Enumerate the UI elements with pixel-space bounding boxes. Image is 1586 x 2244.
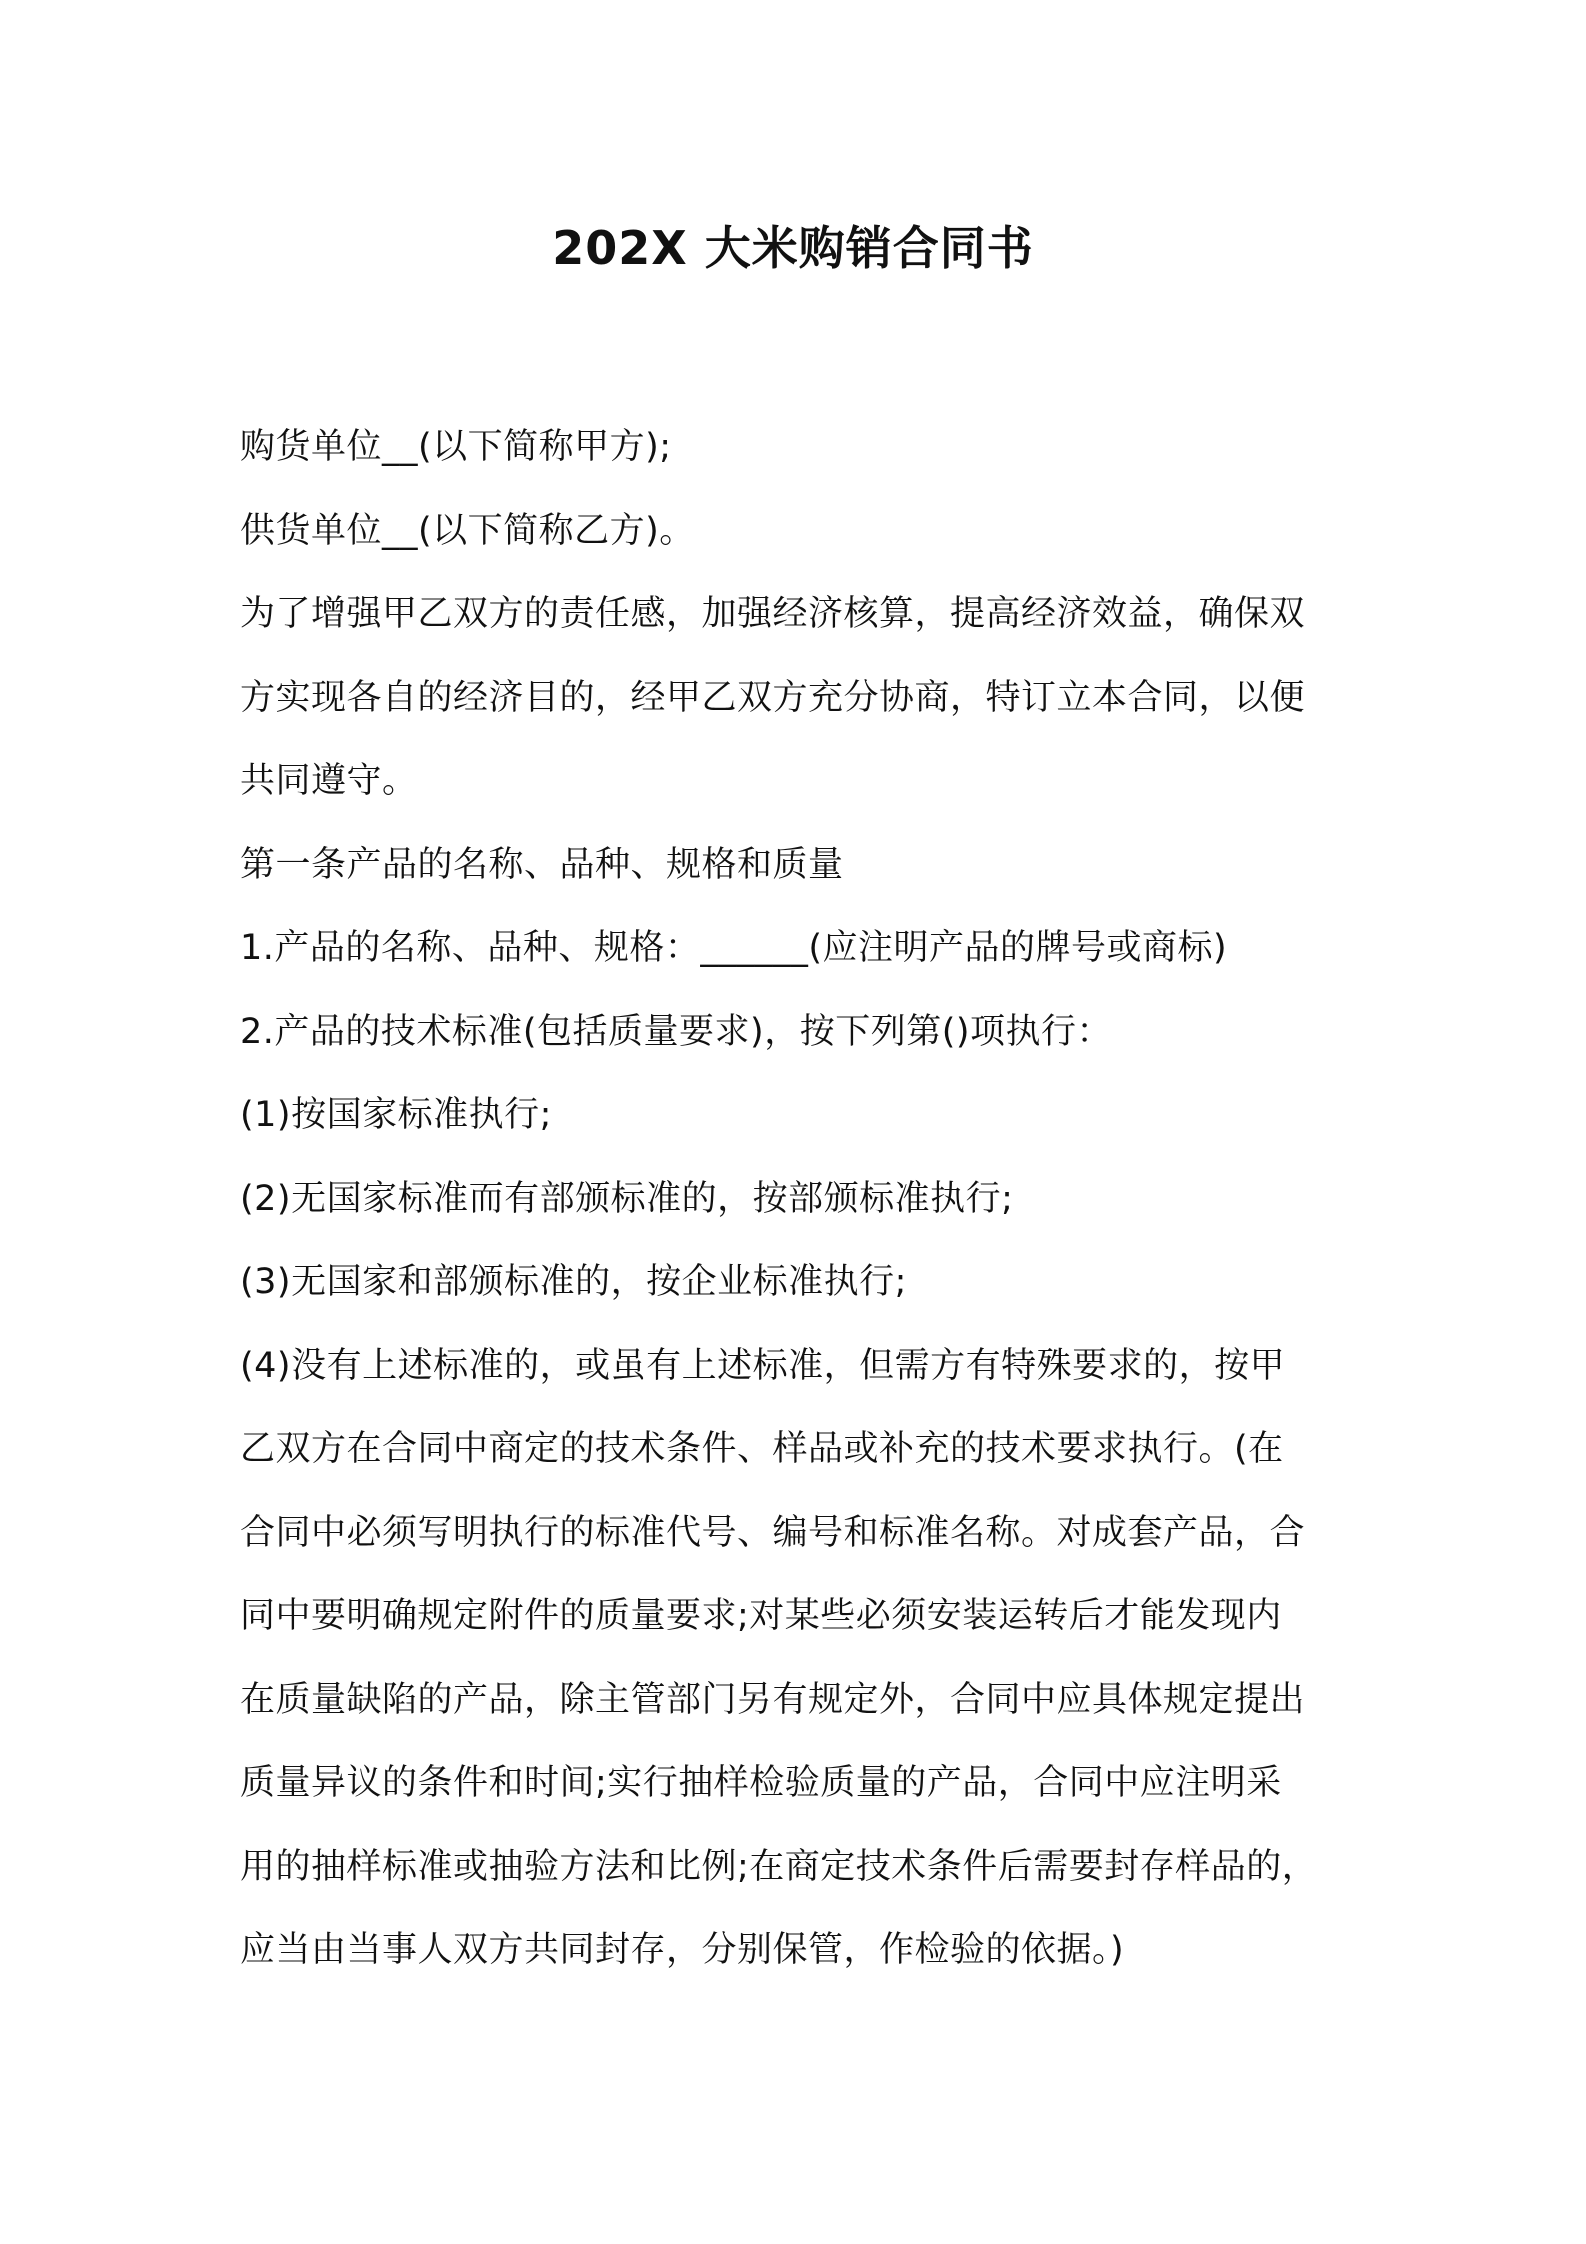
preamble-line: 共同遵守。 (240, 761, 418, 801)
clause-line: (1)按国家标准执行; (240, 1095, 552, 1135)
clause-line: 同中要明确规定附件的质量要求;对某些必须安装运转后才能发现内 (240, 1596, 1282, 1636)
preamble-line: 方实现各自的经济目的，经甲乙双方充分协商，特订立本合同，以便 (240, 677, 1306, 718)
article-heading: 第一条产品的名称、品种、规格和质量 (240, 844, 844, 885)
clause-line: 合同中必须写明执行的标准代号、编号和标准名称。对成套产品，合 (240, 1512, 1306, 1553)
document-body (240, 406, 1360, 1993)
preamble-line: 为了增强甲乙双方的责任感，加强经济核算，提高经济效益，确保双 (240, 594, 1306, 634)
clause-line: 用的抽样标准或抽验方法和比例;在商定技术条件后需要封存样品的， (240, 1846, 1318, 1887)
party-a-line: 购货单位__(以下简称甲方); (240, 427, 672, 467)
party-b-line: 供货单位__(以下简称乙方)。 (240, 510, 695, 551)
clause-line: 应当由当事人双方共同封存，分别保管，作检验的依据。) (240, 1930, 1125, 1970)
clause-line: 乙双方在合同中商定的技术条件、样品或补充的技术要求执行。(在 (240, 1429, 1284, 1469)
clause-line: (4)没有上述标准的，或虽有上述标准，但需方有特殊要求的，按甲 (240, 1345, 1286, 1386)
clause-line: (2)无国家标准而有部颁标准的，按部颁标准执行; (240, 1178, 1014, 1219)
clause-line: 在质量缺陷的产品，除主管部门另有规定外，合同中应具体规定提出 (240, 1679, 1306, 1720)
document-title: 202X 大米购销合同书 (552, 221, 1034, 275)
clause-line: 2.产品的技术标准(包括质量要求)，按下列第()项执行： (240, 1011, 1113, 1052)
clause-line: 质量异议的条件和时间;实行抽样检验质量的产品，合同中应注明采 (240, 1763, 1282, 1803)
clause-line: 1.产品的名称、品种、规格：______(应注明产品的牌号或商标) (240, 928, 1228, 968)
clause-line: (3)无国家和部颁标准的，按企业标准执行; (240, 1262, 907, 1302)
